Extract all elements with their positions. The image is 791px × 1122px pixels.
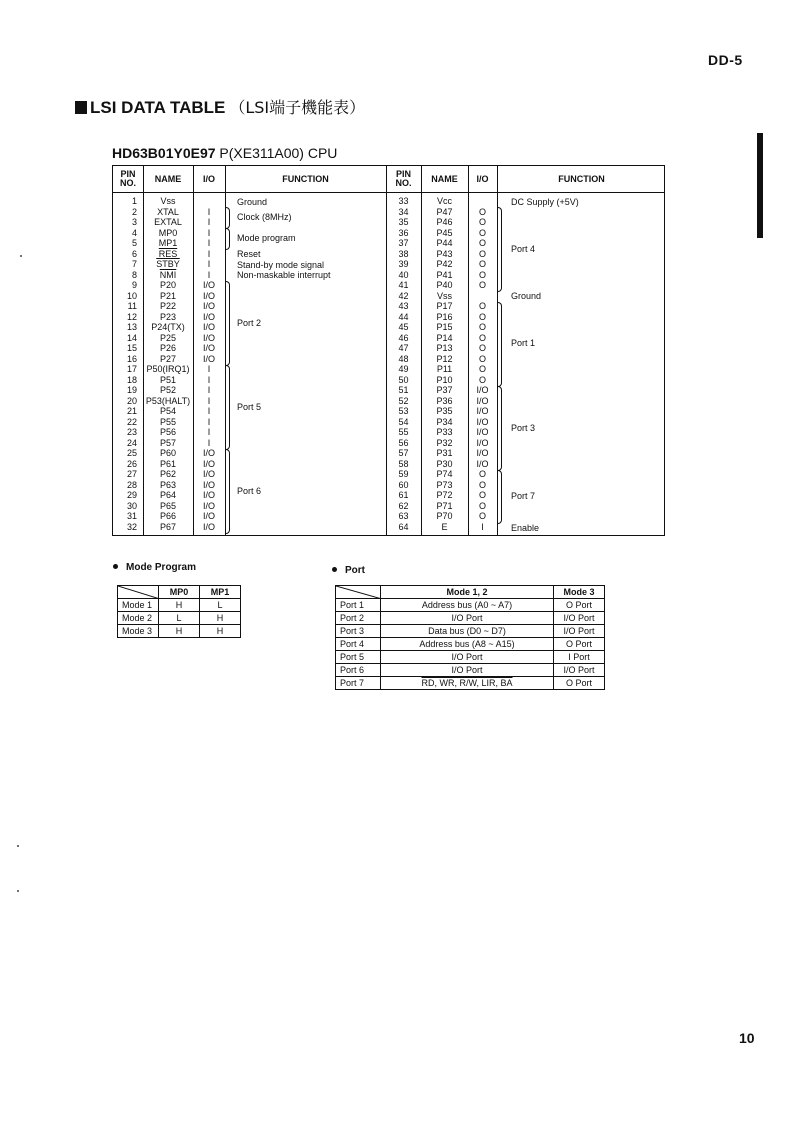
pin-name: P62 bbox=[159, 469, 176, 479]
pin-io: O bbox=[478, 469, 486, 479]
pin-number: 31 bbox=[126, 511, 137, 521]
pin-number: 46 bbox=[398, 332, 409, 343]
pin-name: P63 bbox=[159, 479, 176, 490]
brace-port6 bbox=[225, 449, 230, 534]
header-io-right: I/O bbox=[476, 173, 489, 184]
scan-speck bbox=[17, 890, 19, 892]
pin-number: 20 bbox=[126, 395, 137, 406]
pin-number: 32 bbox=[126, 521, 137, 532]
pin-number: 29 bbox=[126, 490, 137, 500]
pin-number: 27 bbox=[126, 469, 137, 479]
pin-name: P27 bbox=[159, 353, 176, 364]
function-port5: Port 5 bbox=[237, 402, 262, 412]
pin-io: O bbox=[478, 343, 486, 353]
pin-number: 48 bbox=[398, 353, 409, 364]
pin-io: I bbox=[207, 238, 211, 248]
function-port3: Port 3 bbox=[511, 423, 536, 433]
pin-name: P22 bbox=[159, 301, 176, 311]
pin-io: I/O bbox=[476, 416, 489, 427]
pin-io: I/O bbox=[202, 311, 215, 322]
pin-number: 12 bbox=[126, 311, 137, 322]
pin-name: $\overline{RES}$ bbox=[158, 248, 178, 259]
function-port7: Port 7 bbox=[511, 491, 536, 501]
header-name-right: NAME bbox=[431, 173, 458, 184]
pin-io: I bbox=[207, 217, 211, 227]
pin-number: 35 bbox=[398, 217, 409, 227]
pin-io bbox=[468, 196, 497, 207]
page-number: 10 bbox=[739, 1030, 755, 1046]
pin-io: O bbox=[478, 259, 486, 269]
pin-io: O bbox=[478, 227, 486, 238]
pin-io: O bbox=[478, 490, 486, 500]
pin-io: I bbox=[207, 416, 211, 427]
pin-io: I bbox=[207, 259, 211, 269]
pin-number: 26 bbox=[126, 458, 137, 469]
pin-name: P53(HALT) bbox=[145, 395, 191, 406]
pin-name: MP0 bbox=[158, 227, 178, 238]
pin-name: P11 bbox=[436, 364, 453, 374]
pin-number: 9 bbox=[131, 280, 137, 290]
pin-name: P70 bbox=[436, 511, 453, 521]
pin-number: 33 bbox=[398, 196, 409, 206]
pin-name: P31 bbox=[436, 448, 453, 458]
pin-name: P20 bbox=[159, 280, 176, 290]
pin-io: I bbox=[207, 206, 211, 217]
port-table bbox=[335, 585, 605, 690]
pin-number: 56 bbox=[398, 437, 409, 448]
pin-number: 21 bbox=[126, 406, 137, 416]
pin-number: 3 bbox=[131, 217, 137, 227]
bullet-dot-icon bbox=[113, 564, 118, 569]
pin-number: 57 bbox=[398, 448, 409, 458]
header-io-left: I/O bbox=[202, 173, 215, 184]
pin-name: P17 bbox=[436, 301, 453, 311]
pin-number: 59 bbox=[398, 469, 409, 479]
pin-number: 14 bbox=[126, 332, 137, 343]
pin-name: $\overline{NMI}$ bbox=[159, 269, 177, 280]
pin-io: O bbox=[478, 269, 486, 280]
function-nmi: Non-maskable interrupt bbox=[237, 270, 331, 280]
pin-name: Vcc bbox=[436, 196, 452, 206]
pin-number: 25 bbox=[126, 448, 137, 458]
pin-number: 17 bbox=[126, 364, 137, 374]
margin-marker-bar bbox=[757, 133, 763, 238]
lsi-pin-table bbox=[112, 165, 665, 536]
pin-name: P24(TX) bbox=[151, 322, 185, 332]
page-title bbox=[75, 95, 365, 118]
col-mp1: MP1 bbox=[200, 586, 241, 599]
pin-io: O bbox=[478, 353, 486, 364]
pin-number: 51 bbox=[398, 385, 409, 395]
pin-number: 13 bbox=[126, 322, 137, 332]
pin-io: O bbox=[478, 322, 486, 332]
table-row: Mode 1 H L bbox=[118, 599, 241, 612]
pin-io: O bbox=[478, 206, 486, 217]
pin-name: P43 bbox=[436, 248, 453, 259]
pin-io: I bbox=[207, 374, 211, 385]
header-name-left: NAME bbox=[154, 173, 182, 184]
function-mode-program: Mode program bbox=[237, 233, 296, 243]
pin-name: P16 bbox=[436, 311, 453, 322]
pin-io: I/O bbox=[202, 448, 215, 458]
brace-clock bbox=[225, 207, 230, 229]
chip-subtitle bbox=[112, 145, 337, 161]
col-mode-3: Mode 3 bbox=[554, 586, 605, 599]
header-pin-no-right: PIN NO. bbox=[395, 169, 412, 188]
brace-port7 bbox=[497, 470, 502, 524]
title-japanese: （LSI端子機能表） bbox=[229, 98, 366, 117]
pin-name: P66 bbox=[159, 511, 176, 521]
pin-name: P30 bbox=[436, 458, 453, 469]
table-row: Mode 3 H H bbox=[118, 625, 241, 638]
pin-number: 52 bbox=[398, 395, 409, 406]
diagonal-line-icon bbox=[118, 586, 160, 599]
pin-number: 60 bbox=[398, 479, 409, 490]
pin-io: I/O bbox=[202, 353, 215, 364]
brace-port5 bbox=[225, 365, 230, 450]
pin-number: 53 bbox=[398, 406, 409, 416]
pin-name: E bbox=[441, 521, 448, 532]
pin-io: O bbox=[478, 500, 486, 511]
pin-io: I/O bbox=[202, 290, 215, 301]
bullet-dot-icon bbox=[332, 567, 337, 572]
table-row: Mode 2 L H bbox=[118, 612, 241, 625]
pin-number: 61 bbox=[398, 490, 409, 500]
pin-name: P33 bbox=[436, 427, 453, 437]
pin-io: I/O bbox=[476, 458, 489, 469]
pin-io: I bbox=[207, 364, 211, 374]
pin-io: O bbox=[478, 511, 486, 521]
pin-io: I/O bbox=[202, 301, 215, 311]
pin-name: P65 bbox=[159, 500, 176, 511]
pin-io: O bbox=[478, 301, 486, 311]
pin-io: I bbox=[207, 437, 211, 448]
pin-number: 39 bbox=[398, 259, 409, 269]
pin-number: 24 bbox=[126, 437, 137, 448]
pin-io: I/O bbox=[476, 385, 489, 395]
pin-name: P55 bbox=[159, 416, 176, 427]
pin-name: P42 bbox=[436, 259, 453, 269]
pin-number: 2 bbox=[131, 206, 137, 217]
pin-name: P73 bbox=[436, 479, 453, 490]
diagonal-header-cell bbox=[336, 586, 381, 599]
pin-number: 5 bbox=[131, 238, 137, 248]
header-function-right: FUNCTION bbox=[558, 173, 605, 184]
pin-number: 50 bbox=[398, 374, 409, 385]
pin-io: I bbox=[207, 385, 211, 395]
pin-number: 49 bbox=[398, 364, 409, 374]
pin-name: P44 bbox=[436, 238, 453, 248]
pin-name: P57 bbox=[159, 437, 176, 448]
pin-number: 37 bbox=[398, 238, 409, 248]
pin-number: 22 bbox=[126, 416, 137, 427]
table-row: Port 6 I/O Port I/O Port bbox=[336, 664, 605, 677]
pin-name: P60 bbox=[159, 448, 176, 458]
pin-io: O bbox=[478, 238, 486, 248]
function-dc-supply: DC Supply (+5V) bbox=[511, 197, 579, 207]
brace-port3 bbox=[497, 386, 502, 471]
pin-number: 28 bbox=[126, 479, 137, 490]
function-port6: Port 6 bbox=[237, 486, 262, 496]
port-heading: Port bbox=[332, 565, 365, 576]
pin-io: O bbox=[478, 311, 486, 322]
table-row: Port 4 Address bus (A8 ~ A15) O Port bbox=[336, 638, 605, 651]
pin-io: I bbox=[207, 248, 211, 259]
pin-name: P36 bbox=[436, 395, 453, 406]
pin-number: 34 bbox=[398, 206, 409, 217]
pin-number: 41 bbox=[398, 280, 409, 290]
pin-name: P13 bbox=[436, 343, 453, 353]
pin-number: 64 bbox=[398, 521, 409, 532]
pin-io: I/O bbox=[476, 427, 489, 437]
pin-number: 23 bbox=[126, 427, 137, 437]
pin-number: 7 bbox=[131, 259, 137, 269]
pin-number: 18 bbox=[126, 374, 137, 385]
pin-name: P64 bbox=[159, 490, 176, 500]
square-bullet-icon bbox=[75, 101, 87, 114]
pin-name: P40 bbox=[436, 280, 453, 290]
function-port1: Port 1 bbox=[511, 338, 536, 348]
pin-name: P37 bbox=[436, 385, 453, 395]
function-enable: Enable bbox=[511, 523, 540, 533]
pin-name: Vss bbox=[160, 196, 176, 206]
pin-number: 36 bbox=[398, 227, 409, 238]
pin-io: I/O bbox=[202, 511, 215, 521]
table-row: Port 5 I/O Port I Port bbox=[336, 651, 605, 664]
col-mode-1-2: Mode 1, 2 bbox=[381, 586, 554, 599]
pin-number: 1 bbox=[131, 196, 137, 206]
title-main: LSI DATA TABLE bbox=[90, 98, 226, 117]
pin-io: I/O bbox=[202, 343, 215, 353]
diagonal-line-icon bbox=[336, 586, 382, 599]
pin-number: 58 bbox=[398, 458, 409, 469]
pin-name: P50(IRQ1) bbox=[146, 364, 190, 374]
pin-io: I/O bbox=[202, 469, 215, 479]
pin-io: I/O bbox=[476, 448, 489, 458]
col-mp0: MP0 bbox=[159, 586, 200, 599]
pin-io: I/O bbox=[202, 490, 215, 500]
pin-number: 43 bbox=[398, 301, 409, 311]
pin-name: P10 bbox=[436, 374, 453, 385]
mode-program-heading: Mode Program bbox=[113, 562, 196, 573]
pin-number: 45 bbox=[398, 322, 409, 332]
pin-name: MP1 bbox=[158, 238, 178, 248]
pin-number: 40 bbox=[398, 269, 409, 280]
table-row: Port 3 Data bus (D0 ~ D7) I/O Port bbox=[336, 625, 605, 638]
pin-io: I/O bbox=[476, 395, 489, 406]
function-clock: Clock (8MHz) bbox=[237, 212, 292, 222]
pin-name: P71 bbox=[436, 500, 453, 511]
pin-name: P46 bbox=[436, 217, 453, 227]
pin-io: O bbox=[478, 364, 486, 374]
pin-io: I bbox=[207, 227, 211, 238]
function-ground: Ground bbox=[237, 197, 268, 207]
pin-io bbox=[468, 291, 497, 302]
pin-io: O bbox=[478, 217, 486, 227]
pin-name: P45 bbox=[436, 227, 453, 238]
brace-mode-program bbox=[225, 228, 230, 250]
pin-name: P56 bbox=[159, 427, 176, 437]
pin-name: P35 bbox=[436, 406, 453, 416]
pin-io: O bbox=[478, 248, 486, 259]
pin-name: P15 bbox=[436, 322, 453, 332]
pin-name: P25 bbox=[159, 332, 176, 343]
pin-name: STBY bbox=[156, 259, 180, 269]
chip-part-suffix: P(XE311A00) CPU bbox=[215, 145, 338, 161]
pin-name: P14 bbox=[436, 332, 453, 343]
pin-io: I/O bbox=[202, 500, 215, 511]
pin-name: P32 bbox=[436, 437, 453, 448]
pin-name: P72 bbox=[436, 490, 453, 500]
pin-name: P26 bbox=[159, 343, 176, 353]
table-row: Port 1 Address bus (A0 ~ A7) O Port bbox=[336, 599, 605, 612]
pin-io: I bbox=[207, 406, 211, 416]
pin-io: I/O bbox=[202, 479, 215, 490]
pin-number: 44 bbox=[398, 311, 409, 322]
pin-name: P74 bbox=[436, 469, 453, 479]
pin-number: 42 bbox=[398, 290, 409, 301]
pin-number: 16 bbox=[126, 353, 137, 364]
pin-number: 6 bbox=[131, 248, 137, 259]
table-row: Port 2 I/O Port I/O Port bbox=[336, 612, 605, 625]
function-ground-right: Ground bbox=[511, 291, 542, 301]
page-identifier: DD-5 bbox=[708, 52, 743, 68]
pin-io: I/O bbox=[476, 406, 489, 416]
pin-io: I/O bbox=[202, 332, 215, 343]
scan-speck bbox=[20, 255, 22, 257]
pin-io: I/O bbox=[202, 521, 215, 532]
table-row: Port 7 RD, WR, R/W, LIR, BA O Port bbox=[336, 677, 605, 690]
pin-number: 63 bbox=[398, 511, 409, 521]
function-port2: Port 2 bbox=[237, 318, 262, 328]
pin-io: I/O bbox=[202, 458, 215, 469]
pin-number: 55 bbox=[398, 427, 409, 437]
pin-name: Vss bbox=[436, 290, 452, 301]
pin-io: O bbox=[478, 374, 486, 385]
pin-number: 54 bbox=[398, 416, 409, 427]
mode-program-table bbox=[117, 585, 241, 638]
function-reset: Reset bbox=[237, 249, 261, 259]
pin-io: O bbox=[478, 280, 486, 290]
scan-speck bbox=[17, 845, 19, 847]
pin-number: 30 bbox=[126, 500, 137, 511]
function-port4: Port 4 bbox=[511, 244, 536, 254]
header-function-left: FUNCTION bbox=[282, 173, 329, 184]
pin-io: I/O bbox=[476, 437, 489, 448]
pin-number: 10 bbox=[126, 290, 137, 301]
pin-name: P51 bbox=[159, 374, 176, 385]
pin-io: I/O bbox=[202, 322, 215, 332]
pin-io: I bbox=[207, 427, 211, 437]
pin-number: 19 bbox=[126, 385, 137, 395]
pin-name: P54 bbox=[159, 406, 176, 416]
diagonal-header-cell bbox=[118, 586, 159, 599]
pin-name: P12 bbox=[436, 353, 453, 364]
pin-name: P47 bbox=[436, 206, 453, 217]
pin-number: 47 bbox=[398, 343, 409, 353]
pin-io: O bbox=[478, 479, 486, 490]
pin-io: O bbox=[478, 332, 486, 343]
pin-io: I/O bbox=[202, 280, 215, 290]
pin-name: P23 bbox=[159, 311, 176, 322]
pin-io: I bbox=[481, 521, 484, 532]
pin-name: P67 bbox=[159, 521, 176, 532]
brace-port1 bbox=[497, 302, 502, 387]
pin-name: P52 bbox=[159, 385, 176, 395]
pin-name: EXTAL bbox=[154, 217, 182, 227]
chip-part-number: HD63B01Y0E97 bbox=[112, 145, 216, 161]
pin-name: P61 bbox=[159, 458, 176, 469]
pin-number: 15 bbox=[126, 343, 137, 353]
brace-port4 bbox=[497, 207, 502, 292]
pin-io: I bbox=[207, 269, 211, 280]
pin-number: 4 bbox=[131, 227, 137, 238]
pin-io bbox=[193, 196, 225, 207]
pin-number: 11 bbox=[127, 301, 137, 311]
pin-name: XTAL bbox=[157, 206, 179, 217]
header-pin-no-left: PIN NO. bbox=[119, 169, 136, 188]
header-divider bbox=[113, 192, 664, 193]
pin-name: P21 bbox=[159, 290, 176, 301]
brace-port2 bbox=[225, 281, 230, 366]
pin-io: I bbox=[207, 395, 211, 406]
pin-name: P41 bbox=[436, 269, 453, 280]
pin-number: 38 bbox=[398, 248, 409, 259]
pin-number: 8 bbox=[131, 269, 137, 280]
pin-number: 62 bbox=[398, 500, 409, 511]
pin-name: P34 bbox=[436, 416, 453, 427]
function-standby: Stand-by mode signal bbox=[237, 260, 325, 270]
